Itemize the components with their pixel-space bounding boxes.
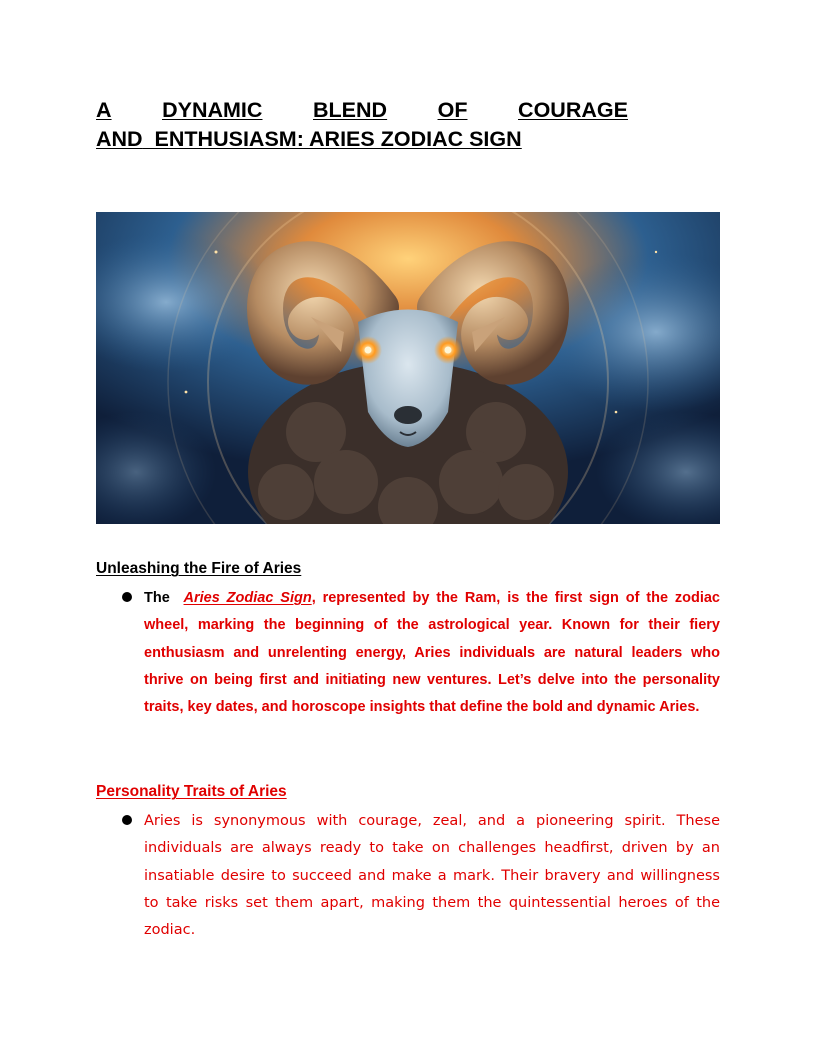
aries-zodiac-sign-link[interactable]: Aries Zodiac Sign [183, 590, 312, 606]
para-rest: , represented by the Ram, is the first sign of the zodiac wheel, marking the beginning of the astrological year. Known for their fiery enthusiasm and unrelenting energy, Aries individuals are natural leaders who thrive on being first and initiating new ventures. Let’s delve into the personality traits, key dates, and horoscope insights that define the bold and dynamic Aries. [144, 590, 721, 716]
section-heading-personality-traits: Personality Traits of Aries [96, 783, 287, 800]
section1-list [96, 585, 720, 721]
title-word: A [96, 98, 112, 122]
title-line-1 [96, 96, 720, 125]
section2-list [96, 808, 720, 944]
list-item [96, 808, 720, 944]
bullet-icon [122, 815, 132, 825]
section-heading-unleashing: Unleashing the Fire of Aries [96, 560, 302, 577]
title-word: BLEND [313, 98, 388, 122]
title-word: OF [437, 98, 468, 122]
title-prefix: AND [96, 127, 143, 151]
title-word: DYNAMIC [162, 98, 263, 122]
hero-image [96, 212, 720, 524]
title-line-2 [96, 125, 720, 154]
document-page [96, 96, 720, 154]
bullet-icon [122, 592, 132, 602]
section2-paragraph: Aries is synonymous with courage, zeal, and a pioneering spirit. These individuals are always ready to take on challenges headfirst, driven by an insatiable desire to succeed and make a mark. Their bravery and willingness to take risks set them apart, making them the quintessential heroes of the zodiac. [144, 813, 720, 939]
section1-paragraph [144, 585, 720, 721]
list-item [96, 585, 720, 721]
ram-head-icon [96, 212, 720, 524]
title-rest: ENTHUSIASM: ARIES ZODIAC SIGN [154, 127, 522, 151]
document-title [96, 96, 720, 154]
para-lead: The [144, 590, 170, 606]
title-word: COURAGE [518, 98, 628, 122]
